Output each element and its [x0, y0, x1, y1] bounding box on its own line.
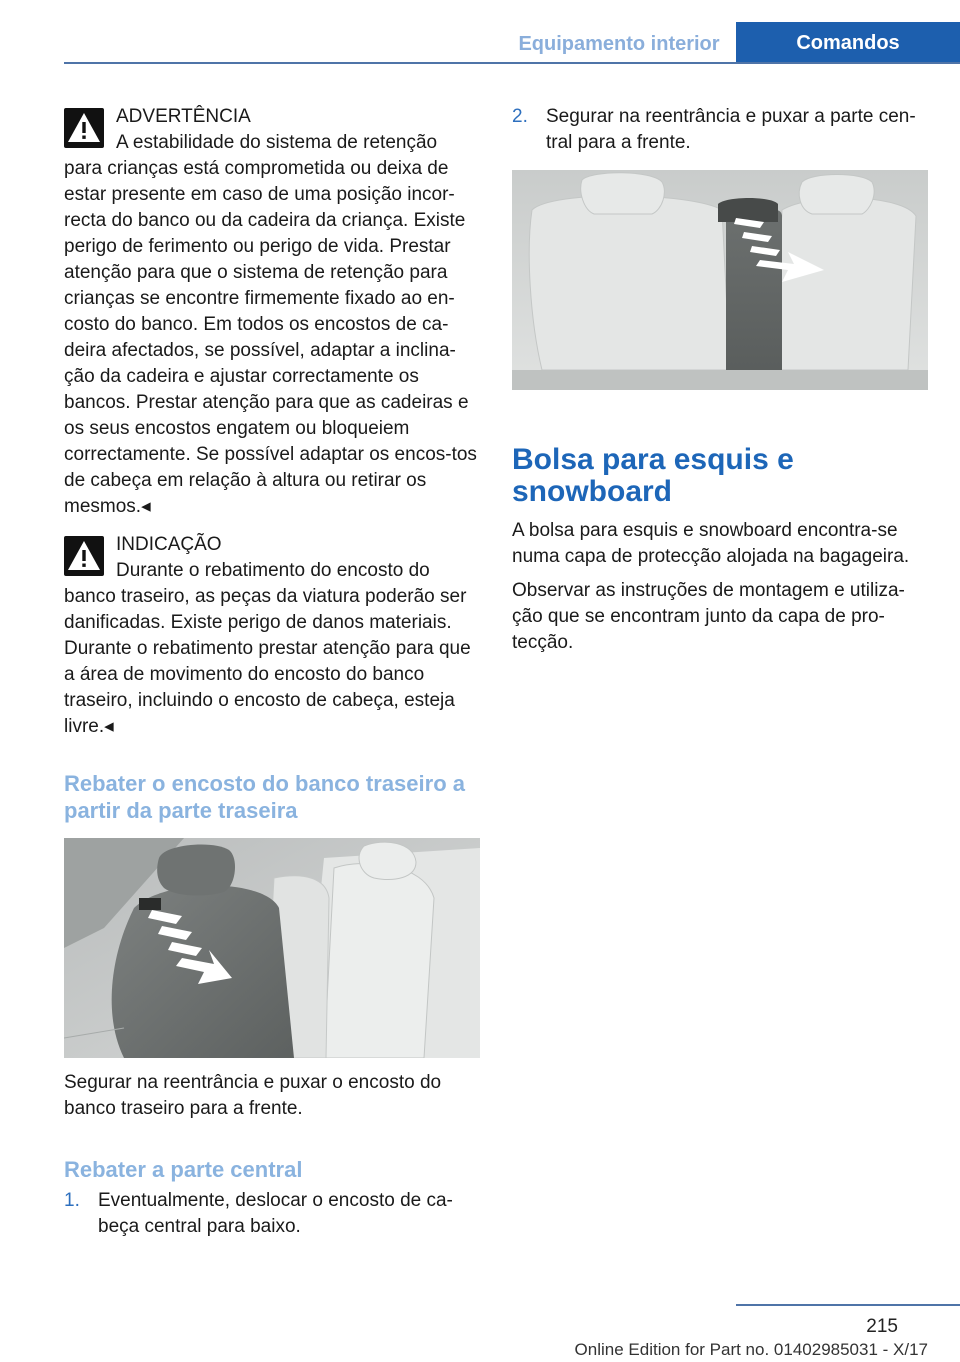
ski-bag-paragraph-2: Observar as instruções de montagem e utiliza-ção que se encontram junto da capa de pro-tecção.: [512, 580, 905, 653]
step-number: 1.: [64, 1190, 80, 1211]
rear-fold-caption: Segurar na reentrância e puxar o encosto do banco traseiro para a frente.: [64, 1072, 442, 1119]
step-1: [64, 1188, 480, 1240]
header-chapter-tab[interactable]: Comandos: [736, 22, 960, 64]
header-section-title: Equipamento interior: [518, 33, 720, 55]
page-number: 215: [866, 1316, 898, 1337]
header-rule: [64, 62, 960, 64]
ski-bag-heading: Bolsa para esquis e snowboard: [512, 443, 794, 508]
warning-title: ADVERTÊNCIA: [116, 106, 251, 127]
footer-rule: [736, 1304, 960, 1306]
center-section-fold-photo: [512, 170, 928, 390]
footer-edition: Online Edition for Part no. 01402985031 - X/17: [574, 1340, 928, 1359]
ski-bag-paragraph-1: A bolsa para esquis e snowboard encontra-se numa capa de protecção alojada na bagageira.: [512, 520, 910, 567]
step-2: [512, 104, 928, 156]
note-text: banco traseiro, as peças da viatura poderão ser danificadas. Existe perigo de danos materiais. Durante o rebatimento prestar atenção para que a área de movimento do encosto do banco traseiro, incluindo o encosto de cabeça, esteja livre.◂: [64, 586, 471, 737]
note-first-line: Durante o rebatimento do encosto do: [116, 560, 430, 581]
rear-fold-heading: Rebater o encosto do banco traseiro a partir da parte traseira: [64, 771, 465, 823]
note-block: [64, 532, 480, 740]
warning-block: [64, 104, 480, 520]
step-number: 2.: [512, 106, 528, 127]
note-title: INDICAÇÃO: [116, 534, 222, 555]
rear-seat-fold-photo: [64, 838, 480, 1058]
center-fold-heading: Rebater a parte central: [64, 1157, 303, 1182]
step-text: Segurar na reentrância e puxar a parte cen-tral para a frente.: [546, 106, 916, 153]
step-text: Eventualmente, deslocar o encosto de ca-beça central para baixo.: [98, 1190, 453, 1237]
warning-text: para crianças está comprometida ou deixa de estar presente em caso de uma posição incor-recta do banco ou da cadeira da criança. Existe perigo de ferimento ou perigo de vida. Prestar atenção para que o sistema de retenção para crianças se encontre firmemente fixado ao en-costo do banco. Em todos os encostos de ca-deira afectados, se possível, adaptar a inclina-ção da cadeira e ajustar correctamente os bancos. Prestar atenção para que as cadeiras e os seus encostos engatem ou bloqueiem correctamente. Se possível adaptar os encos-tos de cabeça em relação à altura ou retirar os mesmos.◂: [64, 158, 477, 517]
warning-first-line: A estabilidade do sistema de retenção: [116, 132, 438, 153]
